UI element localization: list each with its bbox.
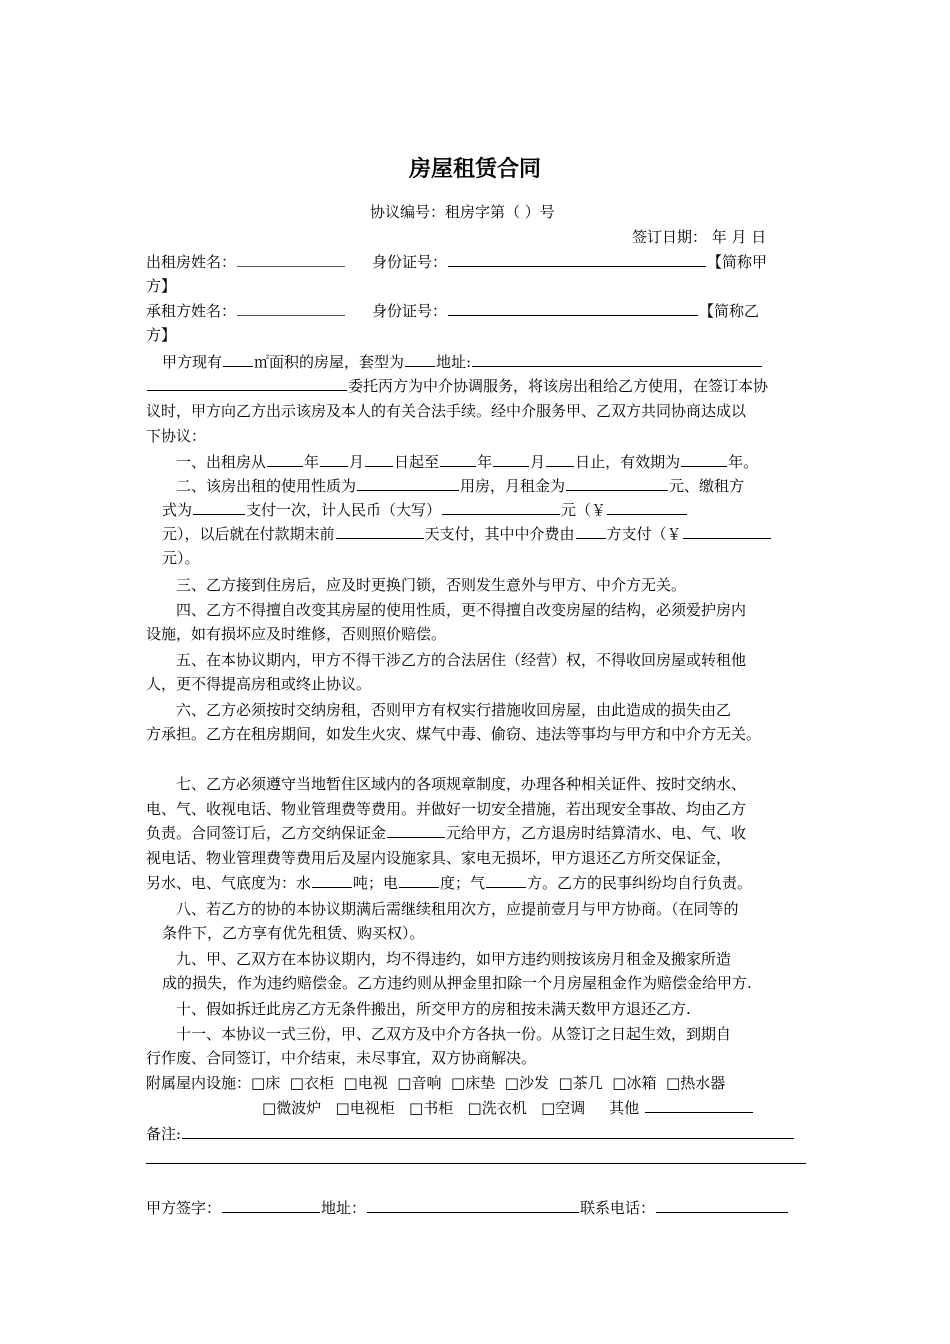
clause-9-line-2: 成的损失，作为违约赔偿金。乙方违约则从押金里扣除一个月房屋租金作为赔偿金给甲方. — [162, 974, 752, 992]
clause-8-line-2: 条件下，乙方享有优先租赁、购买权）。 — [162, 924, 425, 942]
clause-5-line-1: 五、在本协议期内，甲方不得干涉乙方的合法居住（经营）权，不得收回房屋或转租他 — [176, 651, 747, 669]
lessee-name-field[interactable] — [237, 299, 345, 316]
clause-3: 三、乙方接到住房后，应及时更换门锁，否则发生意外与甲方、中介方无关。 — [176, 576, 687, 594]
clause-text: 月 — [530, 453, 546, 471]
clause-text: 二、该房出租的使用性质为 — [176, 477, 357, 495]
clause-7-line-5 — [146, 871, 752, 895]
clause-7-line-2: 电、气、收视电话、物业管理费等费用。并做好一切安全措施，若出现安全事故、均由乙方 — [146, 800, 747, 818]
remarks-row — [146, 1122, 795, 1146]
clause-7-line-1: 七、乙方必须遵守当地暂住区域内的各项规章制度，办理各种相关证件、按时交纳水、 — [176, 775, 747, 793]
fee-amount-field[interactable] — [683, 522, 771, 539]
clause-2-line-2 — [162, 498, 688, 522]
lessor-id-field[interactable] — [448, 250, 706, 267]
clause-text: 年 — [304, 453, 320, 471]
signature-row — [146, 1196, 789, 1220]
clause-text: 元（￥ — [561, 501, 607, 519]
start-day-field[interactable] — [365, 450, 393, 467]
facilities-row-2 — [262, 1096, 754, 1120]
clause-text: 负责。合同签订后，乙方交纳保证金 — [146, 824, 387, 842]
lessee-abbr-cont: 方】 — [146, 326, 177, 344]
clause-2-line-3 — [162, 522, 772, 546]
clause-text: 方支付（￥ — [606, 525, 682, 543]
intro-line-4: 下协议： — [146, 427, 207, 445]
clause-text: 度；气 — [440, 874, 486, 892]
signature-field[interactable] — [222, 1196, 320, 1213]
other-label: 其他 — [609, 1099, 640, 1117]
electricity-reading-field[interactable] — [399, 871, 439, 888]
document-title: 房屋租赁合同 — [408, 157, 541, 182]
clause-text: 月 — [349, 453, 365, 471]
intro-text: 委托丙方为中介协调服务，将该房出租给乙方使用，在签订本协 — [348, 377, 769, 395]
facility-checkbox[interactable]: □ 冰箱 — [612, 1074, 656, 1092]
intro-text: 甲方现有 — [162, 353, 223, 371]
clause-4-line-1: 四、乙方不得擅自改变其房屋的使用性质，更不得擅自改变房屋的结构，必须爱护房内 — [176, 601, 747, 619]
lessor-abbr-cont: 方】 — [146, 277, 177, 295]
clause-text: 式为 — [162, 501, 193, 519]
clause-text: 元），以后就在付款期末前 — [162, 525, 335, 543]
clause-6-line-1: 六、乙方必须按时交纳房租，否则甲方有权实行措施收回房屋，由此造成的损失由乙 — [176, 701, 732, 719]
clause-text: 吨；电 — [353, 874, 399, 892]
facility-checkbox[interactable]: □ 电视柜 — [336, 1099, 395, 1117]
intro-text: ㎡面积的房屋，套型为 — [254, 353, 405, 371]
address-field[interactable] — [472, 350, 762, 367]
lessee-id-label: 身份证号： — [372, 302, 448, 320]
monthly-rent-field[interactable] — [566, 474, 668, 491]
clause-7-line-4: 视电话、物业管理费等费用后及屋内设施家具、家电无损坏，甲方退还乙方所交保证金， — [146, 849, 732, 867]
phone-field[interactable] — [656, 1196, 788, 1213]
deposit-field[interactable] — [387, 821, 445, 838]
clause-10: 十、假如拆迁此房乙方无条件搬出，所交甲方的房租按未满天数甲方退还乙方. — [176, 1000, 691, 1018]
clause-text: 用房，月租金为 — [460, 477, 566, 495]
intro-line-2 — [146, 374, 768, 398]
clause-text: 年 — [477, 453, 493, 471]
intro-line-3: 议时，甲方向乙方出示该房及本人的有关合法手续。经中介服务甲、乙双方共同协商达成以 — [146, 402, 747, 420]
clause-11-line-1: 十一、本协议一式三份，甲、乙双方及中介方各执一份。从签订之日起生效，到期自 — [176, 1025, 732, 1043]
clause-text: 一、出租房从 — [176, 453, 267, 471]
sig-address-field[interactable] — [367, 1196, 579, 1213]
clause-text: 元、缴租方 — [669, 477, 745, 495]
intro-text: 地址: — [436, 353, 472, 371]
clause-1 — [176, 450, 758, 474]
facility-checkbox[interactable]: □ 床垫 — [451, 1074, 495, 1092]
lessor-name-label: 出租房姓名： — [146, 253, 237, 271]
address-field-cont[interactable] — [147, 374, 347, 391]
area-field[interactable] — [223, 350, 253, 367]
facility-checkbox[interactable]: □ 电视 — [344, 1074, 388, 1092]
days-before-field[interactable] — [336, 522, 424, 539]
lessee-name-label: 承租方姓名： — [146, 302, 237, 320]
remarks-field[interactable] — [182, 1122, 794, 1139]
remarks-label: 备注: — [146, 1125, 182, 1143]
end-month-field[interactable] — [493, 450, 529, 467]
facility-checkbox[interactable]: □ 床 — [251, 1074, 280, 1092]
facility-checkbox[interactable]: □ 衣柜 — [290, 1074, 334, 1092]
end-day-field[interactable] — [546, 450, 574, 467]
facilities-row-1 — [146, 1071, 725, 1095]
clause-8-line-1: 八、若乙方的协的本协议期满后需继续租用次方，应提前壹月与甲方协商。（在同等的 — [176, 900, 739, 918]
water-reading-field[interactable] — [312, 871, 352, 888]
facility-checkbox[interactable]: □ 音响 — [397, 1074, 441, 1092]
signature-label: 甲方签字： — [146, 1199, 222, 1217]
gas-reading-field[interactable] — [486, 871, 526, 888]
clause-6-line-2: 方承担。乙方在租房期间，如发生火灾、煤气中毒、偷窃、违法等事均与甲方和中介方无关。 — [146, 725, 762, 743]
facility-checkbox[interactable]: □ 热水器 — [666, 1074, 725, 1092]
clause-11-line-2: 行作废、合同签订，中介结束，未尽事宜，双方协商解决。 — [146, 1049, 537, 1067]
lessee-id-field[interactable] — [448, 299, 698, 316]
layout-field[interactable] — [405, 350, 435, 367]
sign-date: 签订日期： 年 月 日 — [632, 228, 767, 246]
start-year-field[interactable] — [267, 450, 303, 467]
facility-checkbox[interactable]: □ 洗衣机 — [468, 1099, 527, 1117]
clause-text: 另水、电、气底度为：水 — [146, 874, 312, 892]
lessor-row — [146, 250, 767, 274]
clause-7-line-3 — [146, 821, 746, 845]
clause-2-line-1 — [176, 474, 744, 498]
clause-text: 方。乙方的民事纠纷均自行负责。 — [527, 874, 753, 892]
amount-figure-field[interactable] — [607, 498, 687, 515]
other-field[interactable] — [645, 1096, 753, 1113]
facility-checkbox[interactable]: □ 茶几 — [559, 1074, 603, 1092]
remarks-field-line-2[interactable] — [146, 1163, 806, 1164]
payment-period-field[interactable] — [193, 498, 245, 515]
clause-2-line-4: 元）。 — [162, 549, 200, 567]
facility-checkbox[interactable]: □ 书柜 — [409, 1099, 453, 1117]
phone-label: 联系电话： — [580, 1199, 656, 1217]
intro-line-1 — [162, 350, 763, 374]
clause-text: 支付一次，计人民币（大写） — [246, 501, 442, 519]
lessor-abbr: 【简称甲 — [707, 253, 768, 271]
lessor-name-field[interactable] — [237, 250, 345, 267]
facility-checkbox[interactable]: □ 微波炉 — [262, 1099, 321, 1117]
term-field[interactable] — [681, 450, 727, 467]
facility-checkbox[interactable]: □ 沙发 — [505, 1074, 549, 1092]
clause-text: 元给甲方，乙方退房时结算清水、电、气、收 — [446, 824, 747, 842]
clause-9-line-1: 九、甲、乙双方在本协议期内，均不得违约，如甲方违约则按该房月租金及搬家所造 — [176, 950, 732, 968]
facilities-label: 附属屋内设施： — [146, 1074, 252, 1092]
facility-checkbox[interactable]: □ 空调 — [541, 1099, 585, 1117]
lessor-id-label: 身份证号： — [372, 253, 448, 271]
sig-address-label: 地址： — [321, 1199, 367, 1217]
amount-words-field[interactable] — [442, 498, 560, 515]
fee-party-field[interactable] — [576, 522, 606, 539]
clause-text: 天支付，其中中介费由 — [424, 525, 575, 543]
clause-4-line-2: 设施，如有损坏应及时维修，否则照价赔偿。 — [146, 625, 447, 643]
lessee-row — [146, 299, 759, 323]
clause-5-line-2: 人，更不得提高房租或终止协议。 — [146, 675, 372, 693]
usage-field[interactable] — [357, 474, 459, 491]
clause-text: 日止，有效期为 — [575, 453, 681, 471]
lessee-abbr: 【简称乙 — [699, 302, 760, 320]
clause-text: 年。 — [728, 453, 759, 471]
clause-text: 日起至 — [394, 453, 440, 471]
agreement-number: 协议编号：租房字第（ ）号 — [370, 203, 555, 221]
start-month-field[interactable] — [320, 450, 348, 467]
end-year-field[interactable] — [440, 450, 476, 467]
